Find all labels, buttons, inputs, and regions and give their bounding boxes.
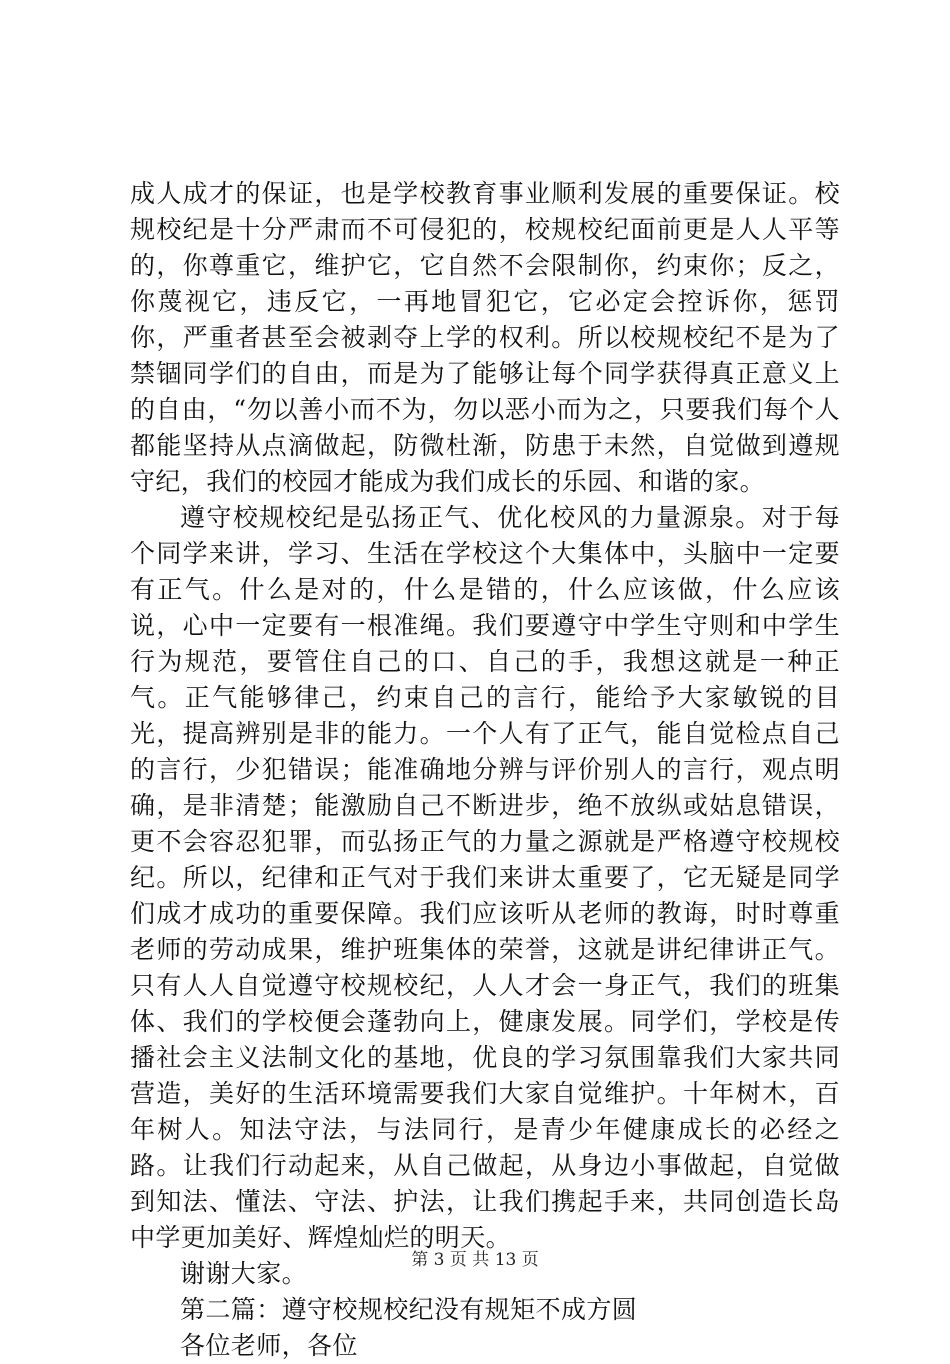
page-number-footer: 第 3 页 共 13 页 [411, 1250, 539, 1270]
document-body [130, 176, 840, 1364]
section-heading: 第二篇：遵守校规校纪没有规矩不成方圆 [180, 1295, 638, 1324]
paragraph-2: 遵守校规校纪是弘扬正气、优化校风的力量源泉。对于每个同学来讲，学习、生活在学校这个大集体中，头脑中一定要有正气。什么是对的，什么是错的，什么应该做，什么应该说，心中一定要有一根准绳。我们要遵守中学生守则和中学生行为规范，要管住自己的口、自己的手，我想这就是一种正气。正气能够律己，约束自己的言行，能给予大家敏锐的目光，提高辨别是非的能力。一个人有了正气，能自觉检点自己的言行，少犯错误；能准确地分辨与评价别人的言行，观点明确，是非清楚；能激励自己不断进步，绝不放纵或姑息错误，更不会容忍犯罪，而弘扬正气的力量之源就是严格遵守校规校纪。所以，纪律和正气对于我们来讲太重要了，它无疑是同学们成才成功的重要保障。我们应该听从老师的教诲，时时尊重老师的劳动成果，维护班集体的荣誉，这就是讲纪律讲正气。只有人人自觉遵守校规校纪，人人才会一身正气，我们的班集体、我们的学校便会蓬勃向上，健康发展。同学们，学校是传播社会主义法制文化的基地，优良的学习氛围靠我们大家共同营造，美好的生活环境需要我们大家自觉维护。十年树木，百年树人。知法守法，与法同行，是青少年健康成长的必经之路。让我们行动起来，从自己做起，从身边小事做起，自觉做到知法、懂法、守法、护法，让我们携起手来，共同创造长岛中学更加美好、辉煌灿烂的明天。 [130, 503, 840, 1252]
salutation: 各位老师，各位 [180, 1331, 358, 1360]
paragraph-1: 成人成才的保证，也是学校教育事业顺利发展的重要保证。校规校纪是十分严肃而不可侵犯的，校规校纪面前更是人人平等的，你尊重它，维护它，它自然不会限制你，约束你；反之，你蔑视它，违反它，一再地冒犯它，它必定会控诉你，惩罚你，严重者甚至会被剥夺上学的权利。所以校规校纪不是为了禁锢同学们的自由，而是为了能够让每个同学获得真正意义上的自由，“勿以善小而不为，勿以恶小而为之，只要我们每个人都能坚持从点滴做起，防微杜渐，防患于未然，自觉做到遵规守纪，我们的校园才能成为我们成长的乐园、和谐的家。 [130, 179, 840, 496]
paragraph-thanks: 谢谢大家。 [180, 1259, 308, 1288]
